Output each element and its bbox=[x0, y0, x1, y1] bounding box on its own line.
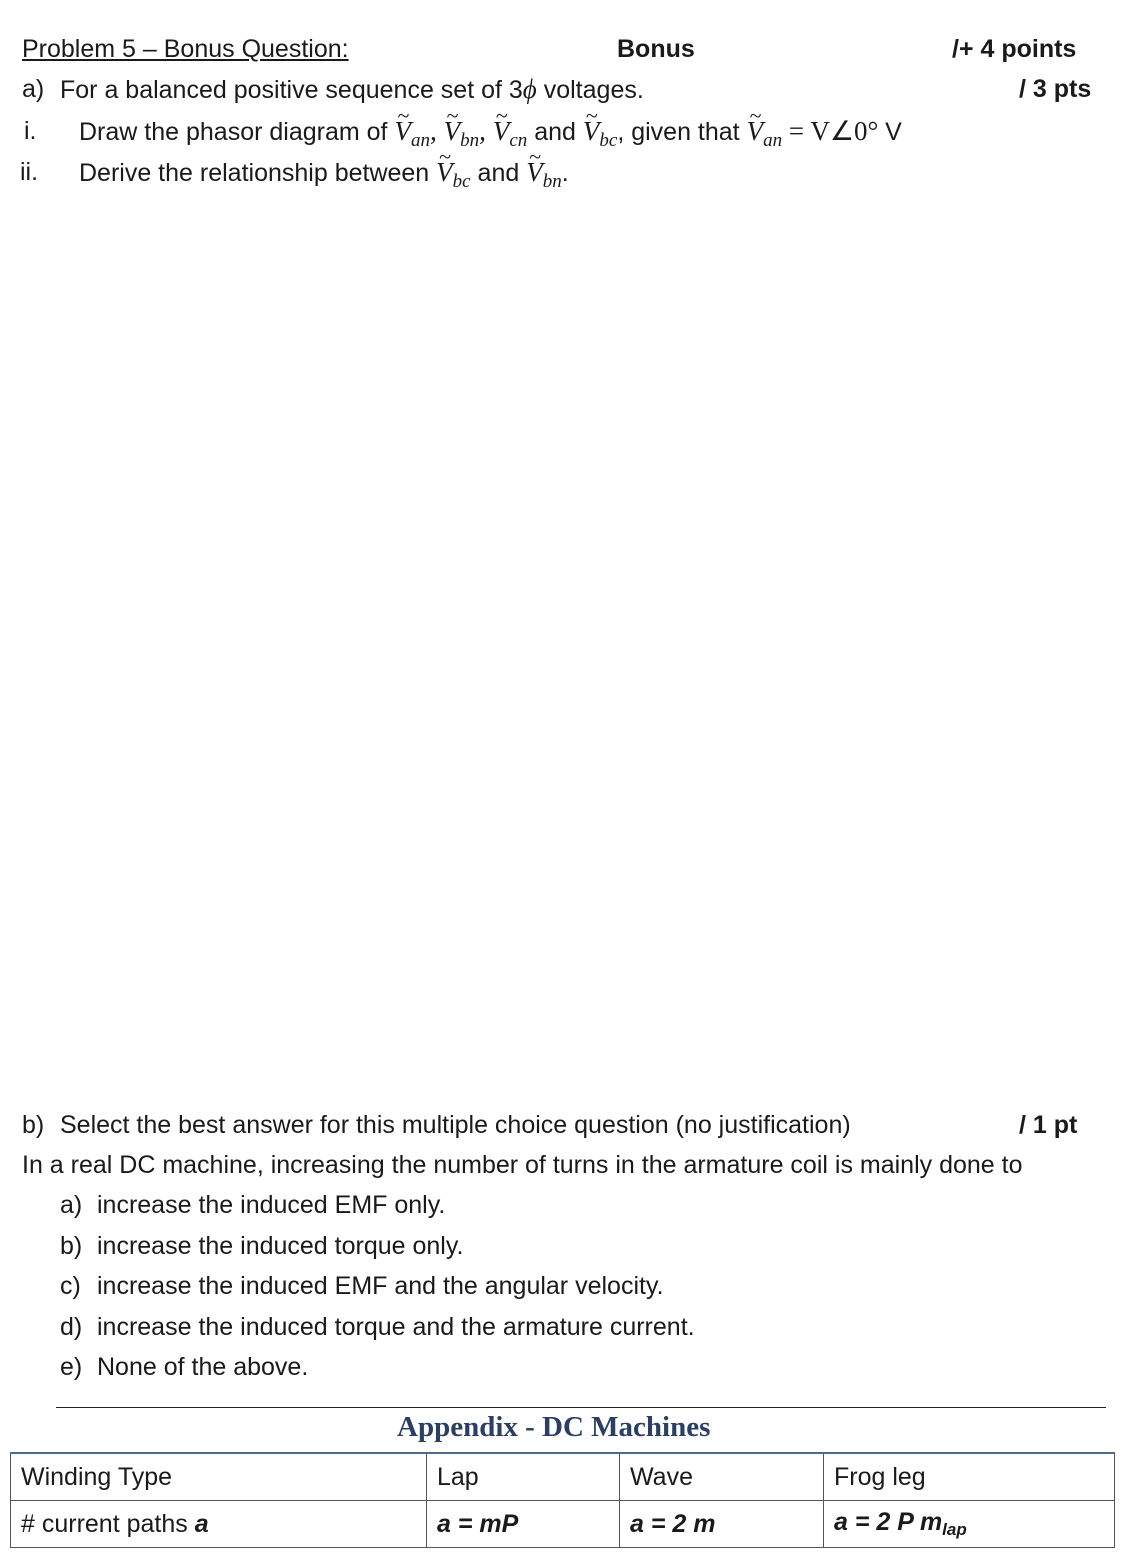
appendix-rule bbox=[56, 1407, 1106, 1408]
option-letter: e) bbox=[60, 1353, 83, 1381]
option-letter: c) bbox=[60, 1272, 81, 1300]
option-text: increase the induced EMF only. bbox=[97, 1191, 446, 1219]
option-text: increase the induced torque and the armature current. bbox=[97, 1313, 695, 1341]
part-a-points: / 3 pts bbox=[1019, 75, 1092, 103]
option-letter: b) bbox=[60, 1232, 83, 1260]
wave-header: Wave bbox=[620, 1453, 824, 1501]
sub-bn: bn bbox=[460, 130, 480, 151]
option-text: increase the induced torque only. bbox=[97, 1232, 464, 1260]
part-a-label: a) bbox=[22, 75, 45, 103]
part-a-text-end: voltages. bbox=[536, 76, 644, 104]
table-row bbox=[11, 1453, 1115, 1501]
bonus-points: /+ 4 points bbox=[952, 35, 1077, 63]
option-text: increase the induced EMF and the angular velocity. bbox=[97, 1272, 664, 1300]
appendix-title: Appendix - DC Machines bbox=[397, 1411, 711, 1443]
lap-header: Lap bbox=[427, 1453, 620, 1501]
item-ii-lead: Derive the relationship between bbox=[79, 159, 437, 187]
sub-an: an bbox=[763, 130, 783, 151]
phasor-v-an: ~ V bbox=[394, 116, 411, 146]
item-i-text bbox=[79, 116, 902, 156]
phasor-v-bc: ~ V bbox=[583, 116, 600, 146]
option-b bbox=[60, 1231, 463, 1261]
part-b-points: / 1 pt bbox=[1019, 1111, 1078, 1139]
frog-leg-formula bbox=[824, 1501, 1115, 1548]
appendix-table bbox=[10, 1452, 1115, 1548]
period: . bbox=[561, 159, 569, 187]
frog-formula-main: a = 2 P m bbox=[834, 1508, 943, 1536]
part-b-question: In a real DC machine, increasing the number of turns in the armature coil is mainly done to bbox=[22, 1151, 1023, 1179]
frog-formula-sub: lap bbox=[942, 1520, 967, 1539]
sub-bc: bc bbox=[599, 130, 618, 151]
item-i-lead: Draw the phasor diagram of bbox=[79, 118, 395, 146]
winding-type-header: Winding Type bbox=[11, 1453, 427, 1501]
option-c bbox=[60, 1271, 664, 1301]
sub-bn: bn bbox=[542, 171, 562, 192]
sub-bc: bc bbox=[452, 171, 471, 192]
current-paths-label bbox=[11, 1501, 427, 1548]
part-b-instruction: Select the best answer for this multiple choice question (no justification) bbox=[60, 1111, 851, 1139]
sub-an: an bbox=[410, 130, 430, 151]
part-a-text: For a balanced positive sequence set of 3 bbox=[60, 76, 523, 104]
option-letter: a) bbox=[60, 1191, 83, 1219]
option-d bbox=[60, 1312, 695, 1342]
problem-title: Problem 5 – Bonus Question: bbox=[22, 35, 349, 63]
and-word: and bbox=[527, 118, 583, 146]
item-i-number: i. bbox=[24, 117, 37, 145]
current-paths-var: a bbox=[194, 1509, 209, 1538]
and-word: and bbox=[470, 159, 527, 187]
phasor-v-bn-ii: ~ V bbox=[526, 157, 543, 187]
item-ii-text bbox=[79, 157, 569, 197]
item-ii-number: ii. bbox=[20, 158, 39, 186]
frog-leg-header: Frog leg bbox=[824, 1453, 1115, 1501]
bonus-label: Bonus bbox=[617, 35, 695, 63]
option-a bbox=[60, 1190, 445, 1220]
option-letter: d) bbox=[60, 1313, 83, 1341]
part-a-question bbox=[60, 74, 644, 105]
phasor-v-bc-ii: ~ V bbox=[436, 157, 453, 187]
phasor-v-bn: ~ V bbox=[444, 116, 461, 146]
sub-cn: cn bbox=[509, 130, 528, 151]
phasor-v-an-given: ~ V bbox=[747, 116, 764, 146]
part-b-label: b) bbox=[22, 1111, 45, 1139]
current-paths-text: # current paths bbox=[21, 1509, 195, 1538]
unit-volts: V bbox=[885, 118, 902, 146]
lap-formula: a = mP bbox=[427, 1501, 620, 1548]
table-row bbox=[11, 1501, 1115, 1548]
given-text: , given that bbox=[617, 118, 747, 146]
comma: , bbox=[429, 116, 437, 146]
option-text: None of the above. bbox=[97, 1353, 309, 1381]
equals-value: = V∠0° bbox=[782, 116, 886, 146]
option-e bbox=[60, 1352, 308, 1382]
comma: , bbox=[479, 116, 486, 146]
phi-symbol: ϕ bbox=[522, 74, 537, 104]
phasor-v-cn: ~ V bbox=[493, 116, 510, 146]
wave-formula: a = 2 m bbox=[620, 1501, 824, 1548]
